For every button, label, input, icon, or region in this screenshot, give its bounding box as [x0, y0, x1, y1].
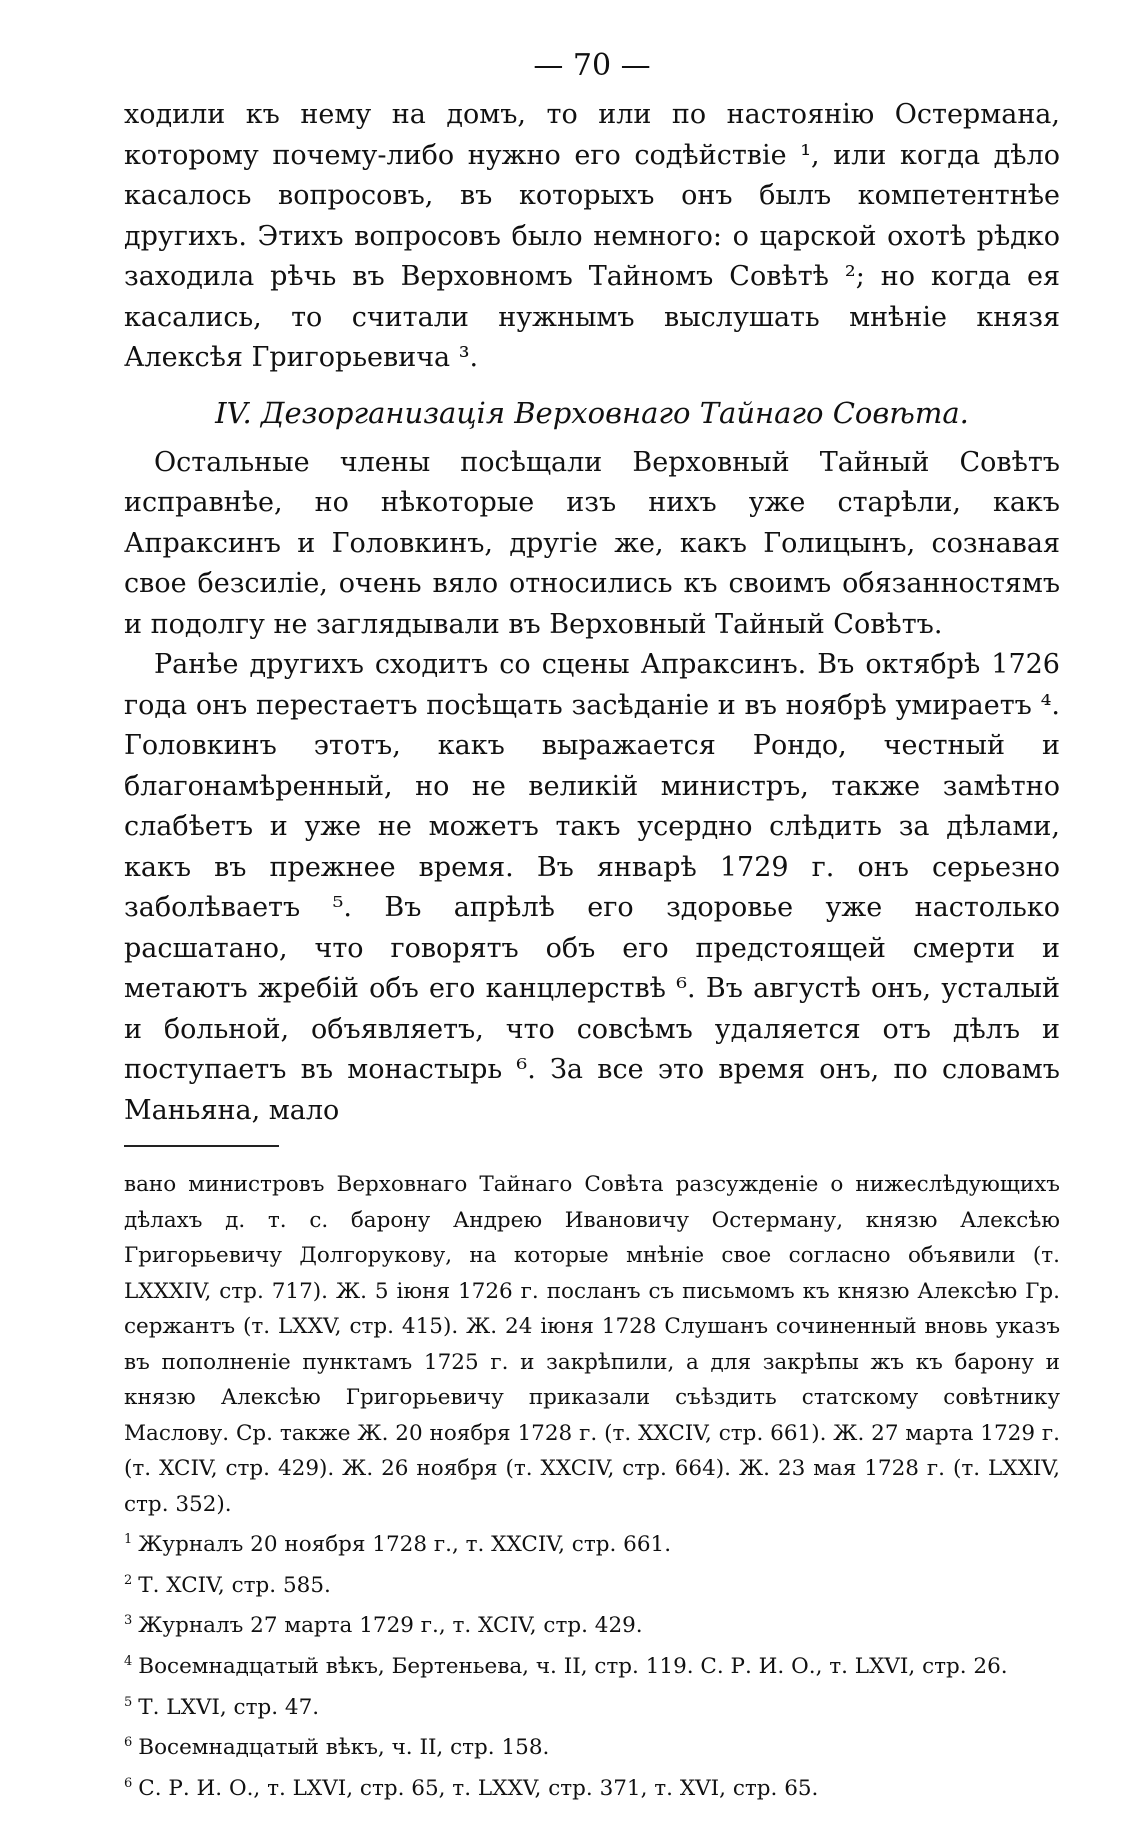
footnote-mark: 5 — [124, 1694, 133, 1710]
paragraph-1: ходили къ нему на домъ, то или по настоянію Остермана, которому почему-либо нужно его содѣйствіе ¹, или когда дѣло касалось вопросовъ, въ которыхъ онъ былъ компетентнѣе другихъ. Этихъ вопросовъ было немного: о царской охотѣ рѣдко заходила рѣчь въ Верховномъ Тайномъ Совѣтѣ ²; но когда ея касались, то считали нужнымъ выслушать мнѣніе князя Алексѣя Григорьевича ³. — [124, 99, 1060, 373]
footnote-item — [124, 1603, 1060, 1644]
footnote-continuation: вано министровъ Верховнаго Тайнаго Совѣта разсужденіе о нижеслѣдующихъ дѣлахъ д. т. с. барону Андрею Ивановичу Остерману, князю Алексѣю Григорьевичу Долгорукову, на которые мнѣніе свое согласно объявили (т. LXXXIV, стр. 717). Ж. 5 іюня 1726 г. посланъ съ письмомъ къ князю Алексѣю Гр. сержантъ (т. LXXV, стр. 415). Ж. 24 іюня 1728 Слушанъ сочиненный вновь указъ въ пополненіе пунктамъ 1725 г. и закрѣпили, а для закрѣпы жъ къ барону и князю Алексѣю Григорьевичу приказали съѣздить статскому совѣтнику Маслову. Ср. также Ж. 20 ноября 1728 г. (т. XXCIV, стр. 661). Ж. 27 марта 1729 г. (т. XCIV, стр. 429). Ж. 26 ноября (т. XXCIV, стр. 664). Ж. 23 мая 1728 г. (т. LXXIV, стр. 352). — [124, 1172, 1060, 1517]
footnote-item — [124, 1644, 1060, 1685]
footnote-text: Журналъ 20 ноября 1728 г., т. XXCIV, стр. 661. — [138, 1532, 672, 1558]
footnote-mark: 6 — [124, 1735, 133, 1751]
footnote-item — [124, 1563, 1060, 1604]
footnotes — [124, 1167, 1060, 1807]
footnote-mark: 1 — [124, 1532, 133, 1547]
footnote-item — [124, 1522, 1060, 1563]
footnote-mark: 6 — [124, 1775, 133, 1791]
footnote-text: Восемнадцатый вѣкъ, Бертеньева, ч. II, стр. 119. С. Р. И. О., т. LXVI, стр. 26. — [138, 1654, 1008, 1680]
footnote-mark: 4 — [124, 1653, 133, 1669]
footnote-divider — [124, 1145, 279, 1147]
footnote-item — [124, 1725, 1060, 1766]
footnote-text: С. Р. И. О., т. LXVI, стр. 65, т. LXXV, стр. 371, т. XVI, стр. 65. — [138, 1776, 819, 1802]
footnote-item — [124, 1685, 1060, 1726]
footnote-item — [124, 1766, 1060, 1807]
footnote-text: Восемнадцатый вѣкъ, ч. II, стр. 158. — [138, 1735, 550, 1761]
paragraph-3: Ранѣе другихъ сходитъ со сцены Апраксинъ. Въ октябрѣ 1726 года онъ перестаетъ посѣщать засѣданіе и въ ноябрѣ умираетъ ⁴. Головкинъ этотъ, какъ выражается Рондо, честный и благонамѣренный, но не великій министръ, также замѣтно слабѣетъ и уже не можетъ такъ усердно слѣдить за дѣлами, какъ въ прежнее время. Въ январѣ 1729 г. онъ серьезно заболѣваетъ ⁵. Въ апрѣлѣ его здоровье уже настолько расшатано, что говорятъ объ его предстоящей смерти и метаютъ жребій объ его канцлерствѣ ⁶. Въ августѣ онъ, усталый и больной, объявляетъ, что совсѣмъ удаляется отъ дѣлъ и поступаетъ въ монастырь ⁶. За все это время онъ, по словамъ Маньяна, мало — [124, 649, 1060, 1126]
section-heading: IV. Дезорганизація Верховнаго Тайнаго Совѣта. — [215, 395, 969, 430]
footnote-text: Журналъ 27 марта 1729 г., т. XCIV, стр. 429. — [138, 1613, 643, 1639]
footnote-mark: 3 — [124, 1613, 133, 1629]
paragraph-2: Остальные члены посѣщали Верховный Тайный Совѣтъ исправнѣе, но нѣкоторые изъ нихъ уже старѣли, какъ Апраксинъ и Головкинъ, другіе же, какъ Голицынъ, сознавая свое безсиліе, очень вяло относились къ своимъ обязанностямъ и подолгу не заглядывали въ Верховный Тайный Совѣтъ. — [124, 446, 1060, 640]
page-number: — 70 — — [533, 48, 651, 83]
body-text — [124, 95, 1060, 1131]
footnote-text: Т. XCIV, стр. 585. — [138, 1572, 331, 1598]
footnote-mark: 2 — [124, 1572, 133, 1588]
footnote-text: Т. LXVI, стр. 47. — [138, 1694, 320, 1720]
